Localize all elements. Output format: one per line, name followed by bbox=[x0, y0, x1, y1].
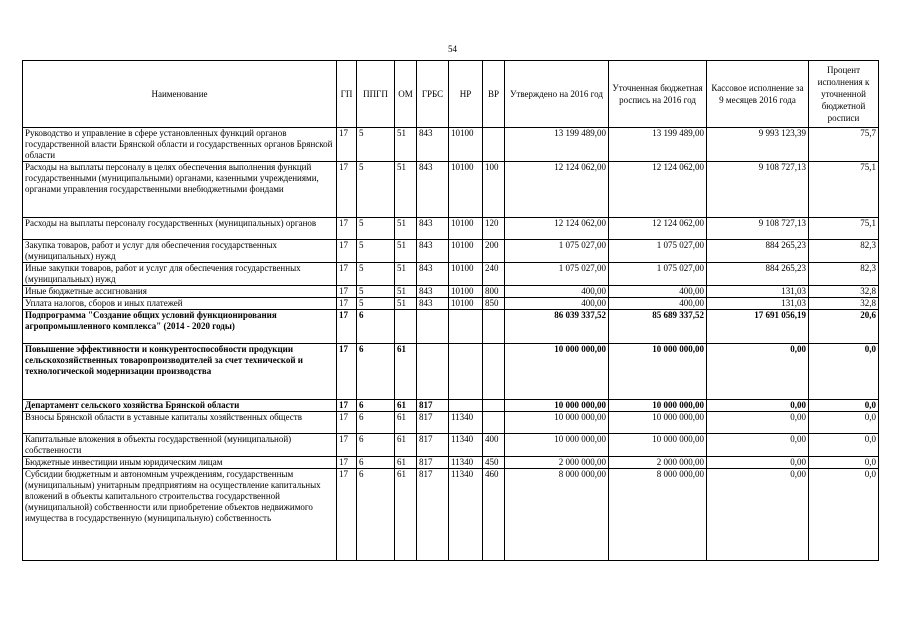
cell-cash: 9 108 727,13 bbox=[707, 218, 809, 240]
cell-ppgp: 6 bbox=[357, 434, 395, 457]
cell-vr bbox=[483, 412, 505, 434]
cell-gp: 17 bbox=[337, 310, 357, 344]
cell-revised: 85 689 337,52 bbox=[609, 310, 707, 344]
cell-grbs: 843 bbox=[417, 162, 449, 218]
cell-np bbox=[449, 344, 483, 400]
cell-revised: 400,00 bbox=[609, 298, 707, 310]
cell-ppgp: 5 bbox=[357, 298, 395, 310]
cell-revised: 10 000 000,00 bbox=[609, 344, 707, 400]
cell-vr bbox=[483, 400, 505, 412]
cell-gp: 17 bbox=[337, 128, 357, 162]
table-row bbox=[23, 263, 879, 286]
cell-vr: 400 bbox=[483, 434, 505, 457]
cell-gp: 17 bbox=[337, 286, 357, 298]
cell-percent: 0,0 bbox=[809, 469, 879, 561]
cell-approved: 86 039 337,52 bbox=[505, 310, 609, 344]
cell-om: 51 bbox=[395, 240, 417, 263]
header-np: НР bbox=[449, 61, 483, 128]
table-row bbox=[23, 400, 879, 412]
cell-percent: 0,0 bbox=[809, 400, 879, 412]
cell-revised: 1 075 027,00 bbox=[609, 240, 707, 263]
cell-grbs: 843 bbox=[417, 298, 449, 310]
cell-approved: 10 000 000,00 bbox=[505, 400, 609, 412]
table-row bbox=[23, 412, 879, 434]
cell-ppgp: 5 bbox=[357, 263, 395, 286]
cell-revised: 8 000 000,00 bbox=[609, 469, 707, 561]
budget-execution-table bbox=[22, 60, 879, 561]
cell-approved: 2 000 000,00 bbox=[505, 457, 609, 469]
cell-approved: 13 199 489,00 bbox=[505, 128, 609, 162]
cell-cash: 0,00 bbox=[707, 457, 809, 469]
cell-om: 51 bbox=[395, 162, 417, 218]
cell-ppgp: 5 bbox=[357, 128, 395, 162]
cell-np: 11340 bbox=[449, 434, 483, 457]
cell-ppgp: 6 bbox=[357, 469, 395, 561]
cell-percent: 0,0 bbox=[809, 344, 879, 400]
cell-cash: 884 265,23 bbox=[707, 263, 809, 286]
cell-np: 10100 bbox=[449, 218, 483, 240]
cell-percent: 32,8 bbox=[809, 286, 879, 298]
cell-om: 61 bbox=[395, 412, 417, 434]
cell-name: Руководство и управление в сфере установленных функций органов государственной власти Брянской области и государственных органов Брянской области bbox=[23, 128, 337, 162]
cell-name: Расходы на выплаты персоналу в целях обеспечения выполнения функций государственными (муниципальными) органами, казенными учреждениями, органами управления государственными внебюджетными фондами bbox=[23, 162, 337, 218]
cell-om: 61 bbox=[395, 434, 417, 457]
cell-cash: 0,00 bbox=[707, 469, 809, 561]
cell-ppgp: 6 bbox=[357, 457, 395, 469]
cell-cash: 0,00 bbox=[707, 412, 809, 434]
table-row bbox=[23, 286, 879, 298]
cell-name: Иные бюджетные ассигнования bbox=[23, 286, 337, 298]
cell-name: Департамент сельского хозяйства Брянской области bbox=[23, 400, 337, 412]
cell-om: 51 bbox=[395, 263, 417, 286]
cell-gp: 17 bbox=[337, 218, 357, 240]
cell-name: Подпрограмма "Создание общих условий функционирования агропромышленного комплекса" (2014 - 2020 годы) bbox=[23, 310, 337, 344]
cell-vr: 240 bbox=[483, 263, 505, 286]
cell-np: 10100 bbox=[449, 263, 483, 286]
cell-name: Взносы Брянской области в уставные капиталы хозяйственных обществ bbox=[23, 412, 337, 434]
cell-cash: 0,00 bbox=[707, 434, 809, 457]
table-row bbox=[23, 457, 879, 469]
cell-gp: 17 bbox=[337, 469, 357, 561]
cell-approved: 10 000 000,00 bbox=[505, 344, 609, 400]
table-row bbox=[23, 162, 879, 218]
cell-name: Закупка товаров, работ и услуг для обеспечения государственных (муниципальных) нужд bbox=[23, 240, 337, 263]
table-row bbox=[23, 310, 879, 344]
cell-vr: 120 bbox=[483, 218, 505, 240]
cell-cash: 9 108 727,13 bbox=[707, 162, 809, 218]
page-number: 54 bbox=[448, 44, 457, 54]
cell-cash: 884 265,23 bbox=[707, 240, 809, 263]
cell-grbs bbox=[417, 344, 449, 400]
cell-om: 51 bbox=[395, 218, 417, 240]
header-grbs: ГРБС bbox=[417, 61, 449, 128]
cell-percent: 32,8 bbox=[809, 298, 879, 310]
cell-grbs: 843 bbox=[417, 263, 449, 286]
cell-gp: 17 bbox=[337, 162, 357, 218]
cell-np bbox=[449, 310, 483, 344]
cell-name: Расходы на выплаты персоналу государственных (муниципальных) органов bbox=[23, 218, 337, 240]
cell-np: 10100 bbox=[449, 298, 483, 310]
cell-grbs: 817 bbox=[417, 412, 449, 434]
cell-om bbox=[395, 310, 417, 344]
table-row bbox=[23, 344, 879, 400]
cell-vr bbox=[483, 128, 505, 162]
cell-np: 11340 bbox=[449, 457, 483, 469]
cell-grbs: 843 bbox=[417, 218, 449, 240]
header-approved: Утверждено на 2016 год bbox=[505, 61, 609, 128]
cell-percent: 0,0 bbox=[809, 434, 879, 457]
header-cash: Кассовое исполнение за 9 месяцев 2016 года bbox=[707, 61, 809, 128]
cell-np: 10100 bbox=[449, 240, 483, 263]
cell-name: Капитальные вложения в объекты государственной (муниципальной) собственности bbox=[23, 434, 337, 457]
cell-gp: 17 bbox=[337, 344, 357, 400]
cell-np: 10100 bbox=[449, 128, 483, 162]
cell-gp: 17 bbox=[337, 298, 357, 310]
table-row bbox=[23, 469, 879, 561]
cell-gp: 17 bbox=[337, 457, 357, 469]
cell-grbs: 843 bbox=[417, 286, 449, 298]
cell-om: 61 bbox=[395, 400, 417, 412]
cell-grbs: 817 bbox=[417, 400, 449, 412]
cell-vr: 100 bbox=[483, 162, 505, 218]
cell-approved: 10 000 000,00 bbox=[505, 434, 609, 457]
cell-percent: 82,3 bbox=[809, 240, 879, 263]
cell-grbs: 817 bbox=[417, 457, 449, 469]
cell-om: 51 bbox=[395, 128, 417, 162]
cell-vr: 450 bbox=[483, 457, 505, 469]
cell-cash: 0,00 bbox=[707, 400, 809, 412]
cell-approved: 1 075 027,00 bbox=[505, 240, 609, 263]
header-name: Наименование bbox=[23, 61, 337, 128]
cell-name: Субсидии бюджетным и автономным учреждениям, государственным (муниципальным) унитарным предприятиям на осуществление капитальных вложений в объекты капитального строительства государственной (муниципальной) собственности или приобретение объектов недвижимого имущества в государственную (муниципальную) собственность bbox=[23, 469, 337, 561]
cell-grbs: 817 bbox=[417, 434, 449, 457]
cell-gp: 17 bbox=[337, 240, 357, 263]
cell-cash: 131,03 bbox=[707, 298, 809, 310]
cell-revised: 10 000 000,00 bbox=[609, 412, 707, 434]
cell-percent: 75,7 bbox=[809, 128, 879, 162]
cell-np bbox=[449, 400, 483, 412]
cell-vr: 460 bbox=[483, 469, 505, 561]
cell-om: 61 bbox=[395, 469, 417, 561]
cell-gp: 17 bbox=[337, 412, 357, 434]
cell-cash: 0,00 bbox=[707, 344, 809, 400]
table-body bbox=[23, 128, 879, 561]
cell-vr: 200 bbox=[483, 240, 505, 263]
cell-revised: 1 075 027,00 bbox=[609, 263, 707, 286]
cell-percent: 20,6 bbox=[809, 310, 879, 344]
cell-name: Иные закупки товаров, работ и услуг для обеспечения государственных (муниципальных) нужд bbox=[23, 263, 337, 286]
cell-approved: 12 124 062,00 bbox=[505, 218, 609, 240]
cell-approved: 1 075 027,00 bbox=[505, 263, 609, 286]
cell-grbs bbox=[417, 310, 449, 344]
header-om: ОМ bbox=[395, 61, 417, 128]
header-vr: ВР bbox=[483, 61, 505, 128]
cell-revised: 12 124 062,00 bbox=[609, 162, 707, 218]
cell-percent: 75,1 bbox=[809, 162, 879, 218]
cell-gp: 17 bbox=[337, 434, 357, 457]
cell-vr bbox=[483, 310, 505, 344]
cell-vr: 800 bbox=[483, 286, 505, 298]
header-percent: Процент исполнения к уточненной бюджетной росписи bbox=[809, 61, 879, 128]
cell-om: 51 bbox=[395, 286, 417, 298]
cell-om: 51 bbox=[395, 298, 417, 310]
cell-approved: 400,00 bbox=[505, 298, 609, 310]
cell-np: 10100 bbox=[449, 162, 483, 218]
cell-percent: 82,3 bbox=[809, 263, 879, 286]
cell-cash: 131,03 bbox=[707, 286, 809, 298]
cell-approved: 8 000 000,00 bbox=[505, 469, 609, 561]
header-revised: Уточненная бюджетная роспись на 2016 год bbox=[609, 61, 707, 128]
cell-cash: 9 993 123,39 bbox=[707, 128, 809, 162]
header-ppgp: ППГП bbox=[357, 61, 395, 128]
cell-name: Уплата налогов, сборов и иных платежей bbox=[23, 298, 337, 310]
cell-ppgp: 6 bbox=[357, 400, 395, 412]
table-row bbox=[23, 434, 879, 457]
cell-ppgp: 6 bbox=[357, 344, 395, 400]
table-row bbox=[23, 128, 879, 162]
cell-np: 11340 bbox=[449, 412, 483, 434]
cell-ppgp: 5 bbox=[357, 162, 395, 218]
cell-revised: 10 000 000,00 bbox=[609, 434, 707, 457]
cell-vr: 850 bbox=[483, 298, 505, 310]
cell-vr bbox=[483, 344, 505, 400]
cell-gp: 17 bbox=[337, 400, 357, 412]
table-row bbox=[23, 218, 879, 240]
cell-approved: 400,00 bbox=[505, 286, 609, 298]
cell-approved: 10 000 000,00 bbox=[505, 412, 609, 434]
cell-ppgp: 5 bbox=[357, 218, 395, 240]
table-row bbox=[23, 298, 879, 310]
cell-gp: 17 bbox=[337, 263, 357, 286]
cell-om: 61 bbox=[395, 344, 417, 400]
cell-ppgp: 5 bbox=[357, 286, 395, 298]
cell-grbs: 843 bbox=[417, 240, 449, 263]
table-header-row bbox=[23, 61, 879, 128]
cell-approved: 12 124 062,00 bbox=[505, 162, 609, 218]
cell-revised: 400,00 bbox=[609, 286, 707, 298]
cell-ppgp: 5 bbox=[357, 240, 395, 263]
cell-np: 10100 bbox=[449, 286, 483, 298]
cell-cash: 17 691 056,19 bbox=[707, 310, 809, 344]
cell-percent: 0,0 bbox=[809, 412, 879, 434]
header-gp: ГП bbox=[337, 61, 357, 128]
cell-ppgp: 6 bbox=[357, 412, 395, 434]
cell-revised: 2 000 000,00 bbox=[609, 457, 707, 469]
cell-revised: 13 199 489,00 bbox=[609, 128, 707, 162]
cell-np: 11340 bbox=[449, 469, 483, 561]
cell-grbs: 817 bbox=[417, 469, 449, 561]
cell-grbs: 843 bbox=[417, 128, 449, 162]
cell-revised: 10 000 000,00 bbox=[609, 400, 707, 412]
table-row bbox=[23, 240, 879, 263]
cell-name: Бюджетные инвестиции иным юридическим лицам bbox=[23, 457, 337, 469]
cell-percent: 0,0 bbox=[809, 457, 879, 469]
cell-ppgp: 6 bbox=[357, 310, 395, 344]
cell-name: Повышение эффективности и конкурентоспособности продукции сельскохозяйственных товаропроизводителей за счет технической и технологической модернизации производства bbox=[23, 344, 337, 400]
cell-percent: 75,1 bbox=[809, 218, 879, 240]
cell-om: 61 bbox=[395, 457, 417, 469]
cell-revised: 12 124 062,00 bbox=[609, 218, 707, 240]
